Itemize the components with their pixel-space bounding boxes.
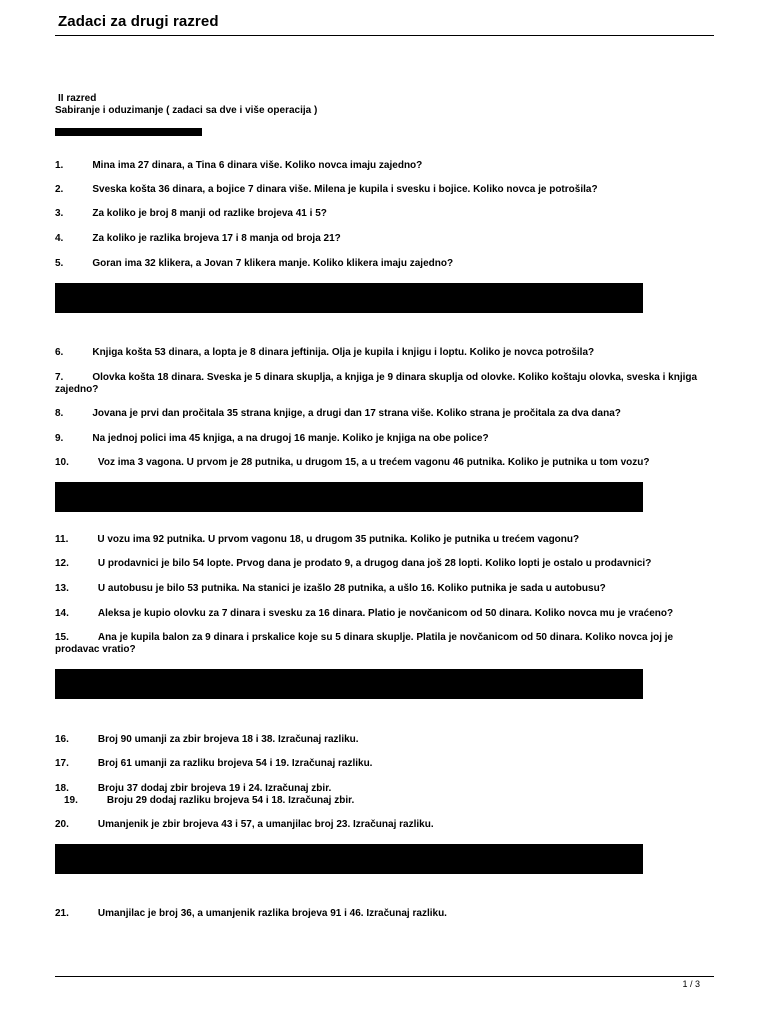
redaction-bar (55, 283, 643, 313)
task-1 (55, 160, 715, 172)
task-text: Aleksa je kupio olovku za 7 dinara i svesku za 16 dinara. Platio je novčanicom od 50 dinara. Koliko novca mu je vraćeno? (97, 608, 674, 619)
task-number: 5. (55, 258, 64, 269)
task-18 (55, 783, 715, 795)
task-text: Na jednoj polici ima 45 knjiga, a na drugoj 16 manje. Koliko je knjiga na obe police? (92, 433, 489, 444)
task-5 (55, 258, 715, 270)
page-number: 1 / 3 (682, 979, 700, 989)
task-text: Sveska košta 36 dinara, a bojice 7 dinara više. Milena je kupila i svesku i bojice. Koliko novca je potrošila? (92, 184, 598, 195)
task-number: 2. (55, 184, 64, 195)
task-text: Za koliko je razlika brojeva 17 i 8 manja od broja 21? (92, 233, 341, 244)
task-text: Jovana je prvi dan pročitala 35 strana knjige, a drugi dan 17 strana više. Koliko strana je pročitala za dva dana? (92, 408, 621, 419)
task-number: 13. (55, 583, 69, 594)
task-text: Ana je kupila balon za 9 dinara i prskalice koje su 5 dinara skuplje. Platila je novčanicom od 50 dinara. Koliko novca joj je prodavac vratio? (55, 632, 674, 655)
task-text: U prodavnici je bilo 54 lopte. Prvog dana je prodato 9, a drugog dana još 28 lopti. Koliko lopti je ostalo u prodavnici? (97, 558, 652, 569)
task-number: 4. (55, 233, 64, 244)
task-number: 18. (55, 783, 69, 794)
task-number: 3. (55, 208, 64, 219)
task-6 (55, 347, 715, 359)
task-number: 8. (55, 408, 64, 419)
task-number: 20. (55, 819, 69, 830)
redaction-bar (55, 482, 643, 512)
task-text: Umanjenik je zbir brojeva 43 i 57, a umanjilac broj 23. Izračunaj razliku. (97, 819, 434, 830)
task-14 (55, 608, 715, 620)
task-text: Goran ima 32 klikera, a Jovan 7 klikera manje. Koliko klikera imaju zajedno? (92, 258, 454, 269)
section-subtitle: Sabiranje i oduzimanje ( zadaci sa dve i više operacija ) (55, 105, 318, 116)
task-number: 19. (64, 795, 78, 806)
task-text: Knjiga košta 53 dinara, a lopta je 8 dinara jeftinija. Olja je kupila i knjigu i loptu. Koliko je novca potrošila? (92, 347, 595, 358)
task-13 (55, 583, 715, 595)
task-10 (55, 457, 715, 469)
title-rule (55, 35, 714, 36)
task-15 (55, 632, 715, 656)
task-16 (55, 734, 715, 746)
task-number: 15. (55, 632, 69, 643)
task-8 (55, 408, 715, 420)
task-number: 14. (55, 608, 69, 619)
task-text: U autobusu je bilo 53 putnika. Na stanici je izašlo 28 putnika, a ušlo 16. Koliko putnika je sada u autobusu? (97, 583, 606, 594)
task-number: 10. (55, 457, 69, 468)
task-text: Broj 90 umanji za zbir brojeva 18 i 38. Izračunaj razliku. (97, 734, 359, 745)
task-text: Broju 37 dodaj zbir brojeva 19 i 24. Izračunaj zbir. (97, 783, 332, 794)
task-number: 1. (55, 160, 64, 171)
task-number: 21. (55, 908, 69, 919)
task-number: 11. (55, 534, 69, 545)
task-text: Broj 61 umanji za razliku brojeva 54 i 19. Izračunaj razliku. (97, 758, 373, 769)
task-number: 7. (55, 372, 64, 383)
task-text: Umanjilac je broj 36, a umanjenik razlika brojeva 91 i 46. Izračunaj razliku. (97, 908, 447, 919)
grade-label: II razred (58, 93, 97, 104)
task-12 (55, 558, 715, 570)
task-3 (55, 208, 715, 220)
task-number: 16. (55, 734, 69, 745)
document-title: Zadaci za drugi razred (58, 13, 219, 30)
task-number: 9. (55, 433, 64, 444)
redaction-bar (55, 669, 643, 699)
task-text: Voz ima 3 vagona. U prvom je 28 putnika, u drugom 15, a u trećem vagonu 46 putnika. Koliko je putnika u tom vozu? (97, 457, 650, 468)
footer-rule (55, 976, 714, 977)
redaction-bar (55, 844, 643, 874)
task-2 (55, 184, 715, 196)
task-7 (55, 372, 715, 396)
task-number: 17. (55, 758, 69, 769)
task-20 (55, 819, 715, 831)
task-number: 12. (55, 558, 69, 569)
task-text: Olovka košta 18 dinara. Sveska je 5 dinara skuplja, a knjiga je 9 dinara skuplja od olovke. Koliko koštaju olovka, sveska i knjiga zajedno? (55, 372, 698, 395)
task-text: U vozu ima 92 putnika. U prvom vagonu 18, u drugom 35 putnika. Koliko je putnika u trećem vagonu? (97, 534, 580, 545)
task-19 (64, 795, 724, 807)
task-21 (55, 908, 715, 920)
task-9 (55, 433, 715, 445)
task-11 (55, 534, 715, 546)
task-number: 6. (55, 347, 64, 358)
task-text: Za koliko je broj 8 manji od razlike brojeva 41 i 5? (92, 208, 327, 219)
task-4 (55, 233, 715, 245)
task-17 (55, 758, 715, 770)
task-text: Mina ima 27 dinara, a Tina 6 dinara više. Koliko novca imaju zajedno? (92, 160, 423, 171)
task-text: Broju 29 dodaj razliku brojeva 54 i 18. Izračunaj zbir. (106, 795, 355, 806)
redaction-bar-short (55, 128, 202, 136)
